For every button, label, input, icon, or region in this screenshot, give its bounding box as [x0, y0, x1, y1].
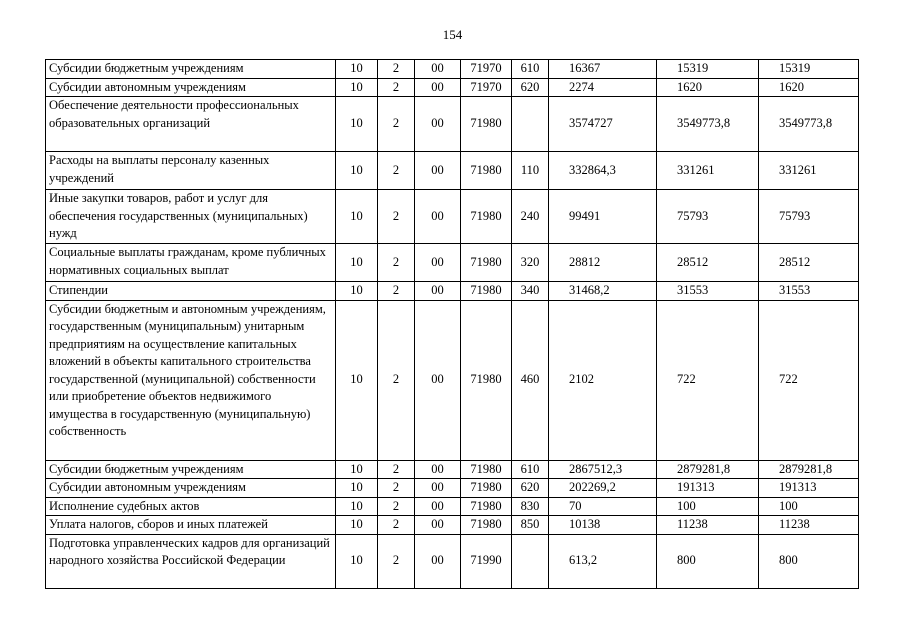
- code-target: 71980: [461, 479, 512, 498]
- code-target: 71980: [461, 152, 512, 190]
- code-target: 71980: [461, 97, 512, 152]
- code-expense-type: 620: [512, 479, 549, 498]
- code-target: 71970: [461, 60, 512, 79]
- table-row: [46, 534, 859, 588]
- amount-year-3: 11238: [759, 516, 859, 535]
- amount-year-2: 800: [657, 534, 759, 588]
- amount-year-1: 70: [549, 497, 657, 516]
- row-name: Подготовка управленческих кадров для организаций народного хозяйства Российской Федерации: [46, 534, 336, 588]
- code-target: 71990: [461, 534, 512, 588]
- amount-year-1: 31468,2: [549, 282, 657, 301]
- page-number: 154: [442, 27, 463, 42]
- code-section: 10: [336, 60, 378, 79]
- row-name: Обеспечение деятельности профессиональных образовательных организаций: [46, 97, 336, 152]
- code-expense-type: 610: [512, 60, 549, 79]
- amount-year-1: 2867512,3: [549, 460, 657, 479]
- amount-year-2: 3549773,8: [657, 97, 759, 152]
- amount-year-1: 99491: [549, 190, 657, 244]
- table-row: [46, 97, 859, 152]
- row-name: Стипендии: [46, 282, 336, 301]
- amount-year-3: 15319: [759, 60, 859, 79]
- code-subsection: 2: [378, 497, 415, 516]
- amount-year-1: 3574727: [549, 97, 657, 152]
- code-subsection: 2: [378, 460, 415, 479]
- amount-year-2: 191313: [657, 479, 759, 498]
- code-program: 00: [415, 282, 461, 301]
- table-row: [46, 497, 859, 516]
- code-section: 10: [336, 244, 378, 282]
- row-name: Субсидии бюджетным учреждениям: [46, 60, 336, 79]
- amount-year-2: 11238: [657, 516, 759, 535]
- amount-year-3: 31553: [759, 282, 859, 301]
- amount-year-3: 3549773,8: [759, 97, 859, 152]
- code-program: 00: [415, 534, 461, 588]
- amount-year-1: 2274: [549, 78, 657, 97]
- code-subsection: 2: [378, 282, 415, 301]
- amount-year-3: 800: [759, 534, 859, 588]
- code-section: 10: [336, 516, 378, 535]
- amount-year-1: 28812: [549, 244, 657, 282]
- amount-year-3: 28512: [759, 244, 859, 282]
- code-target: 71970: [461, 78, 512, 97]
- row-name: Субсидии бюджетным и автономным учреждениям, государственным (муниципальным) унитарным предприятиям на осуществление капитальных вложений в объекты капитального строительства государственной (муниципальной) собственности или приобретение объектов недвижимого имущества в государственную (муниципальную) собственность: [46, 300, 336, 460]
- code-subsection: 2: [378, 190, 415, 244]
- code-expense-type: 110: [512, 152, 549, 190]
- code-subsection: 2: [378, 534, 415, 588]
- code-subsection: 2: [378, 244, 415, 282]
- row-name: Расходы на выплаты персоналу казенных учреждений: [46, 152, 336, 190]
- table-row: [46, 300, 859, 460]
- code-expense-type: 830: [512, 497, 549, 516]
- code-subsection: 2: [378, 300, 415, 460]
- code-program: 00: [415, 60, 461, 79]
- table-row: [46, 152, 859, 190]
- row-name: Субсидии бюджетным учреждениям: [46, 460, 336, 479]
- code-section: 10: [336, 78, 378, 97]
- amount-year-2: 15319: [657, 60, 759, 79]
- code-expense-type: [512, 97, 549, 152]
- table-row: [46, 190, 859, 244]
- amount-year-3: 2879281,8: [759, 460, 859, 479]
- code-target: 71980: [461, 516, 512, 535]
- amount-year-2: 2879281,8: [657, 460, 759, 479]
- code-subsection: 2: [378, 78, 415, 97]
- amount-year-1: 613,2: [549, 534, 657, 588]
- code-program: 00: [415, 190, 461, 244]
- code-expense-type: 460: [512, 300, 549, 460]
- code-subsection: 2: [378, 97, 415, 152]
- code-expense-type: [512, 534, 549, 588]
- code-target: 71980: [461, 497, 512, 516]
- table-row: [46, 479, 859, 498]
- code-target: 71980: [461, 282, 512, 301]
- code-subsection: 2: [378, 479, 415, 498]
- table-row: [46, 78, 859, 97]
- budget-table: [45, 59, 859, 589]
- amount-year-2: 75793: [657, 190, 759, 244]
- code-section: 10: [336, 300, 378, 460]
- code-subsection: 2: [378, 152, 415, 190]
- row-name: Социальные выплаты гражданам, кроме публичных нормативных социальных выплат: [46, 244, 336, 282]
- amount-year-2: 28512: [657, 244, 759, 282]
- amount-year-1: 332864,3: [549, 152, 657, 190]
- code-expense-type: 340: [512, 282, 549, 301]
- amount-year-1: 16367: [549, 60, 657, 79]
- table-body: [46, 60, 859, 589]
- row-name: Субсидии автономным учреждениям: [46, 479, 336, 498]
- code-program: 00: [415, 97, 461, 152]
- code-program: 00: [415, 516, 461, 535]
- code-target: 71980: [461, 460, 512, 479]
- code-expense-type: 610: [512, 460, 549, 479]
- table-row: [46, 460, 859, 479]
- code-program: 00: [415, 460, 461, 479]
- amount-year-2: 331261: [657, 152, 759, 190]
- table-row: [46, 282, 859, 301]
- code-expense-type: 620: [512, 78, 549, 97]
- code-section: 10: [336, 497, 378, 516]
- code-expense-type: 240: [512, 190, 549, 244]
- amount-year-2: 722: [657, 300, 759, 460]
- code-section: 10: [336, 282, 378, 301]
- row-name: Субсидии автономным учреждениям: [46, 78, 336, 97]
- code-subsection: 2: [378, 60, 415, 79]
- code-subsection: 2: [378, 516, 415, 535]
- code-program: 00: [415, 497, 461, 516]
- code-expense-type: 320: [512, 244, 549, 282]
- amount-year-3: 331261: [759, 152, 859, 190]
- code-section: 10: [336, 97, 378, 152]
- row-name: Исполнение судебных актов: [46, 497, 336, 516]
- table-row: [46, 516, 859, 535]
- code-section: 10: [336, 534, 378, 588]
- row-name: Иные закупки товаров, работ и услуг для обеспечения государственных (муниципальных) нужд: [46, 190, 336, 244]
- code-program: 00: [415, 479, 461, 498]
- row-name: Уплата налогов, сборов и иных платежей: [46, 516, 336, 535]
- code-program: 00: [415, 78, 461, 97]
- amount-year-3: 191313: [759, 479, 859, 498]
- code-program: 00: [415, 300, 461, 460]
- amount-year-2: 100: [657, 497, 759, 516]
- amount-year-3: 1620: [759, 78, 859, 97]
- amount-year-3: 722: [759, 300, 859, 460]
- code-section: 10: [336, 190, 378, 244]
- code-section: 10: [336, 152, 378, 190]
- amount-year-1: 202269,2: [549, 479, 657, 498]
- code-program: 00: [415, 152, 461, 190]
- amount-year-1: 2102: [549, 300, 657, 460]
- amount-year-2: 31553: [657, 282, 759, 301]
- amount-year-2: 1620: [657, 78, 759, 97]
- amount-year-3: 100: [759, 497, 859, 516]
- amount-year-1: 10138: [549, 516, 657, 535]
- code-section: 10: [336, 479, 378, 498]
- code-expense-type: 850: [512, 516, 549, 535]
- code-program: 00: [415, 244, 461, 282]
- code-section: 10: [336, 460, 378, 479]
- code-target: 71980: [461, 244, 512, 282]
- code-target: 71980: [461, 300, 512, 460]
- amount-year-3: 75793: [759, 190, 859, 244]
- code-target: 71980: [461, 190, 512, 244]
- table-row: [46, 60, 859, 79]
- table-row: [46, 244, 859, 282]
